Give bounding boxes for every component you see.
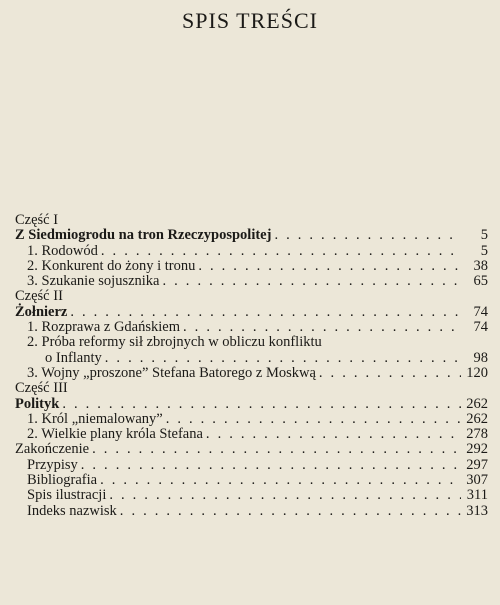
entry-label: 3. Szukanie sojusznika (27, 273, 160, 290)
page-number: 297 (466, 456, 488, 473)
toc-entry (15, 504, 488, 519)
page-number: 74 (473, 303, 488, 320)
page-number: 65 (473, 273, 488, 290)
page-number: 74 (473, 319, 488, 336)
part-label: Część III (15, 380, 68, 397)
page-number: 5 (480, 227, 488, 244)
entry-label: Polityk (15, 395, 60, 412)
page-number: 5 (480, 242, 488, 259)
toc-entry (15, 274, 488, 289)
toc-entry-heading (15, 397, 488, 412)
page-number: 307 (466, 472, 488, 489)
toc-entry (15, 320, 488, 335)
leader-dots (62, 397, 461, 412)
leader-dots (70, 305, 461, 320)
entry-label: o Inflanty (45, 349, 102, 366)
toc-entry (15, 244, 488, 259)
toc-entry (15, 412, 488, 427)
page-number: 278 (466, 426, 488, 443)
leader-dots (101, 244, 461, 259)
toc-entry (15, 366, 488, 381)
page-title: SPIS TREŚCI (182, 8, 318, 33)
page-number: 313 (466, 502, 488, 519)
leader-dots (109, 488, 461, 503)
entry-label: 3. Wojny „proszone” Stefana Batorego z Moskwą (27, 364, 316, 381)
page-number: 262 (466, 410, 488, 427)
entry-label: Żołnierz (15, 303, 68, 320)
entry-label: Indeks nazwisk (27, 502, 117, 519)
entry-label: 1. Rozprawa z Gdańskiem (27, 319, 181, 336)
part-label: Część II (15, 288, 63, 305)
toc-entry-heading (15, 228, 488, 243)
entry-label: 2. Konkurent do żony i tronu (27, 257, 196, 274)
entry-label: Zakończenie (15, 441, 90, 458)
leader-dots (100, 473, 461, 488)
leader-dots (92, 442, 461, 457)
toc-entry (15, 473, 488, 488)
page-number: 38 (473, 257, 488, 274)
page-number: 262 (466, 395, 488, 412)
leader-dots (274, 228, 461, 243)
toc-entry (15, 442, 488, 457)
leader-dots (206, 427, 461, 442)
entry-label: 2. Wielkie plany króla Stefana (27, 426, 203, 443)
entry-label: Bibliografia (27, 472, 98, 489)
part-label: Część I (15, 212, 59, 228)
page-number: 120 (466, 364, 488, 381)
leader-dots (198, 259, 461, 274)
toc-entry (15, 458, 488, 473)
entry-label: Przypisy (27, 456, 78, 473)
toc-entry (15, 488, 488, 503)
toc-entry-continuation (15, 351, 488, 366)
leader-dots (120, 504, 461, 519)
toc-entry (15, 259, 488, 274)
leader-dots (81, 458, 461, 473)
leader-dots (166, 412, 461, 427)
entry-label: Z Siedmiogrodu na tron Rzeczypospolitej (15, 227, 272, 244)
toc-entry (15, 335, 488, 350)
toc-entry (15, 427, 488, 442)
leader-dots (163, 274, 462, 289)
entry-label: Spis ilustracji (27, 487, 107, 504)
table-of-contents (15, 213, 488, 519)
leader-dots (105, 351, 461, 366)
entry-label: 2. Próba reformy sił zbrojnych w obliczu konfliktu (27, 334, 322, 351)
page-number: 311 (466, 487, 488, 504)
page-number: 98 (473, 349, 488, 366)
toc-entry-heading (15, 305, 488, 320)
leader-dots (183, 320, 461, 335)
entry-label: 1. Rodowód (27, 242, 98, 259)
entry-label: 1. Król „niemalowany” (27, 410, 163, 427)
page-number: 292 (466, 441, 488, 458)
leader-dots (319, 366, 461, 381)
